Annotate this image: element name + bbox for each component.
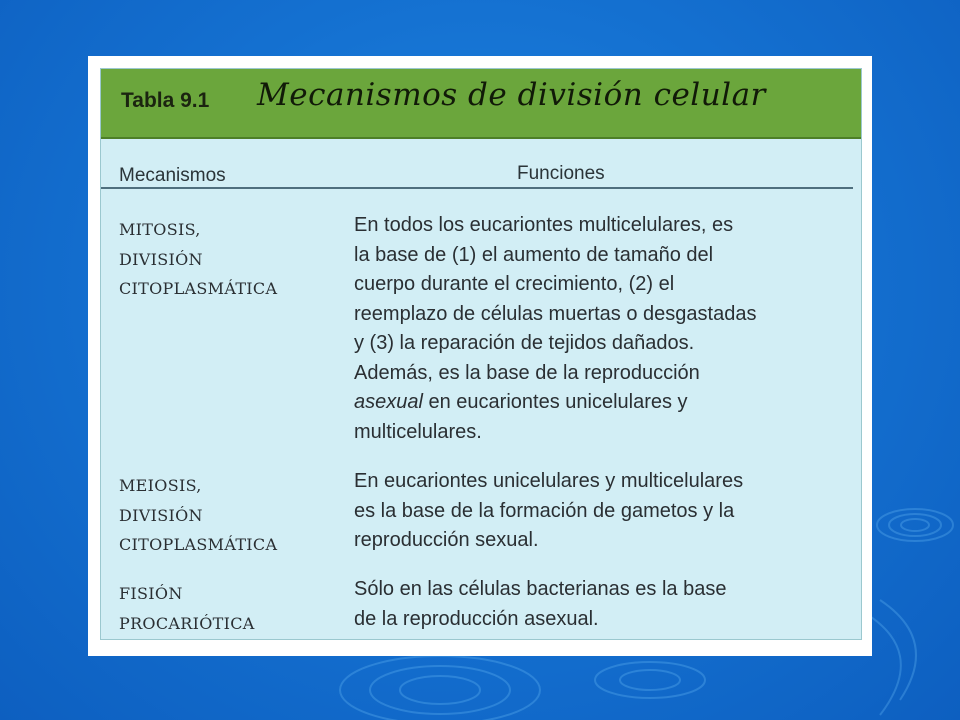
mechanism-cell: [119, 215, 277, 304]
function-line: En todos los eucariontes multicelulares, es: [354, 214, 734, 236]
mechanism-line: MITOSIS,: [119, 220, 201, 239]
mechanism-cell: [119, 471, 277, 560]
function-line: reemplazo de células muertas o desgastadas: [354, 302, 757, 325]
table-number: Tabla 9.1: [121, 89, 210, 112]
mechanism-line: MEIOSIS,: [119, 476, 202, 495]
mechanism-line: FISIÓN: [119, 584, 183, 603]
table-title: Mecanismos de división celular: [257, 77, 766, 113]
column-header-row: [101, 141, 861, 187]
mechanism-cell: [119, 579, 255, 638]
function-line: y (3) la reparación de tejidos dañados.: [354, 332, 695, 354]
column-header-functions: Funciones: [517, 163, 605, 184]
function-cell: [354, 467, 854, 556]
function-cell: [354, 575, 854, 634]
mechanism-line: PROCARIÓTICA: [119, 613, 255, 633]
function-line: de la reproducción asexual.: [354, 607, 599, 630]
function-line: la base de (1) el aumento de tamaño del: [354, 243, 714, 266]
function-cell: [354, 211, 854, 447]
function-line: multicelulares.: [354, 420, 482, 443]
function-line: es la base de la formación de gametos y la: [354, 499, 735, 522]
function-line-rest: en eucariontes unicelulares y: [422, 391, 688, 413]
function-line: Además, es la base de la reproducción: [354, 361, 700, 384]
function-line: Sólo en las células bacterianas es la base: [354, 578, 727, 600]
table-card: [100, 68, 862, 640]
mechanism-line: DIVISIÓN: [119, 249, 203, 269]
mechanism-line: CITOPLASMÁTICA: [119, 279, 278, 298]
mechanism-line: CITOPLASMÁTICA: [119, 535, 278, 554]
function-line: cuerpo durante el crecimiento, (2) el: [354, 273, 675, 295]
table-title-band: [101, 69, 861, 139]
column-header-mechanisms: Mecanismos: [119, 165, 226, 186]
function-line: reproducción sexual.: [354, 529, 539, 551]
function-line: En eucariontes unicelulares y multicelulares: [354, 470, 744, 492]
mechanism-line: DIVISIÓN: [119, 505, 203, 525]
function-italic-word: asexual: [354, 391, 423, 413]
header-divider: [101, 187, 853, 189]
function-line-mixed: [354, 388, 854, 418]
slide-image-frame: [88, 56, 872, 656]
